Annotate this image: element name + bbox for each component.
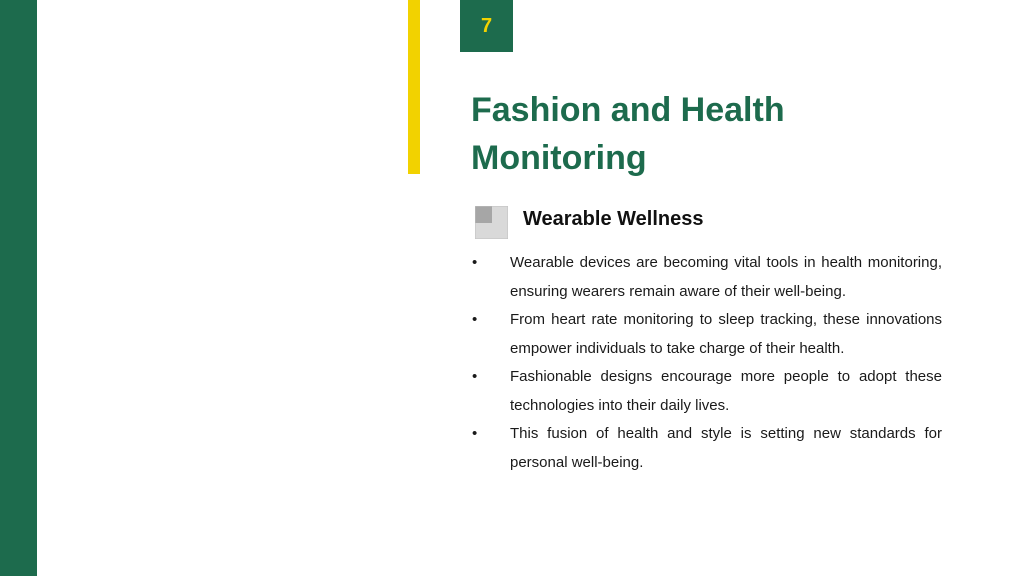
- yellow-accent-bar: [408, 0, 420, 174]
- bullet-marker: •: [472, 311, 478, 328]
- page-number: 7: [480, 14, 493, 37]
- slide-title-line-1: Fashion and Health: [471, 91, 785, 129]
- section-subtitle: Wearable Wellness: [523, 208, 704, 230]
- bullet-text: This fusion of health and style is setting new standards for personal well-being.: [510, 425, 942, 471]
- bullet-list: [472, 249, 942, 477]
- left-accent-bar: [0, 0, 37, 576]
- bullet-text: Wearable devices are becoming vital tools in health monitoring, ensuring wearers remain aware of their well-being.: [510, 254, 942, 300]
- bullet-marker: •: [472, 425, 478, 442]
- image-placeholder-icon: [475, 206, 508, 239]
- slide-title-line-2: Monitoring: [471, 139, 647, 177]
- bullet-text: Fashionable designs encourage more people to adopt these technologies into their daily lives.: [510, 368, 942, 414]
- list-item: [472, 306, 942, 363]
- bullet-marker: •: [472, 254, 478, 271]
- list-item: [472, 249, 942, 306]
- bullet-marker: •: [472, 368, 478, 385]
- bullet-text: From heart rate monitoring to sleep tracking, these innovations empower individuals to take charge of their health.: [510, 311, 942, 357]
- list-item: [472, 420, 942, 477]
- page-number-badge: [460, 0, 513, 52]
- slide-title: [471, 86, 971, 182]
- list-item: [472, 363, 942, 420]
